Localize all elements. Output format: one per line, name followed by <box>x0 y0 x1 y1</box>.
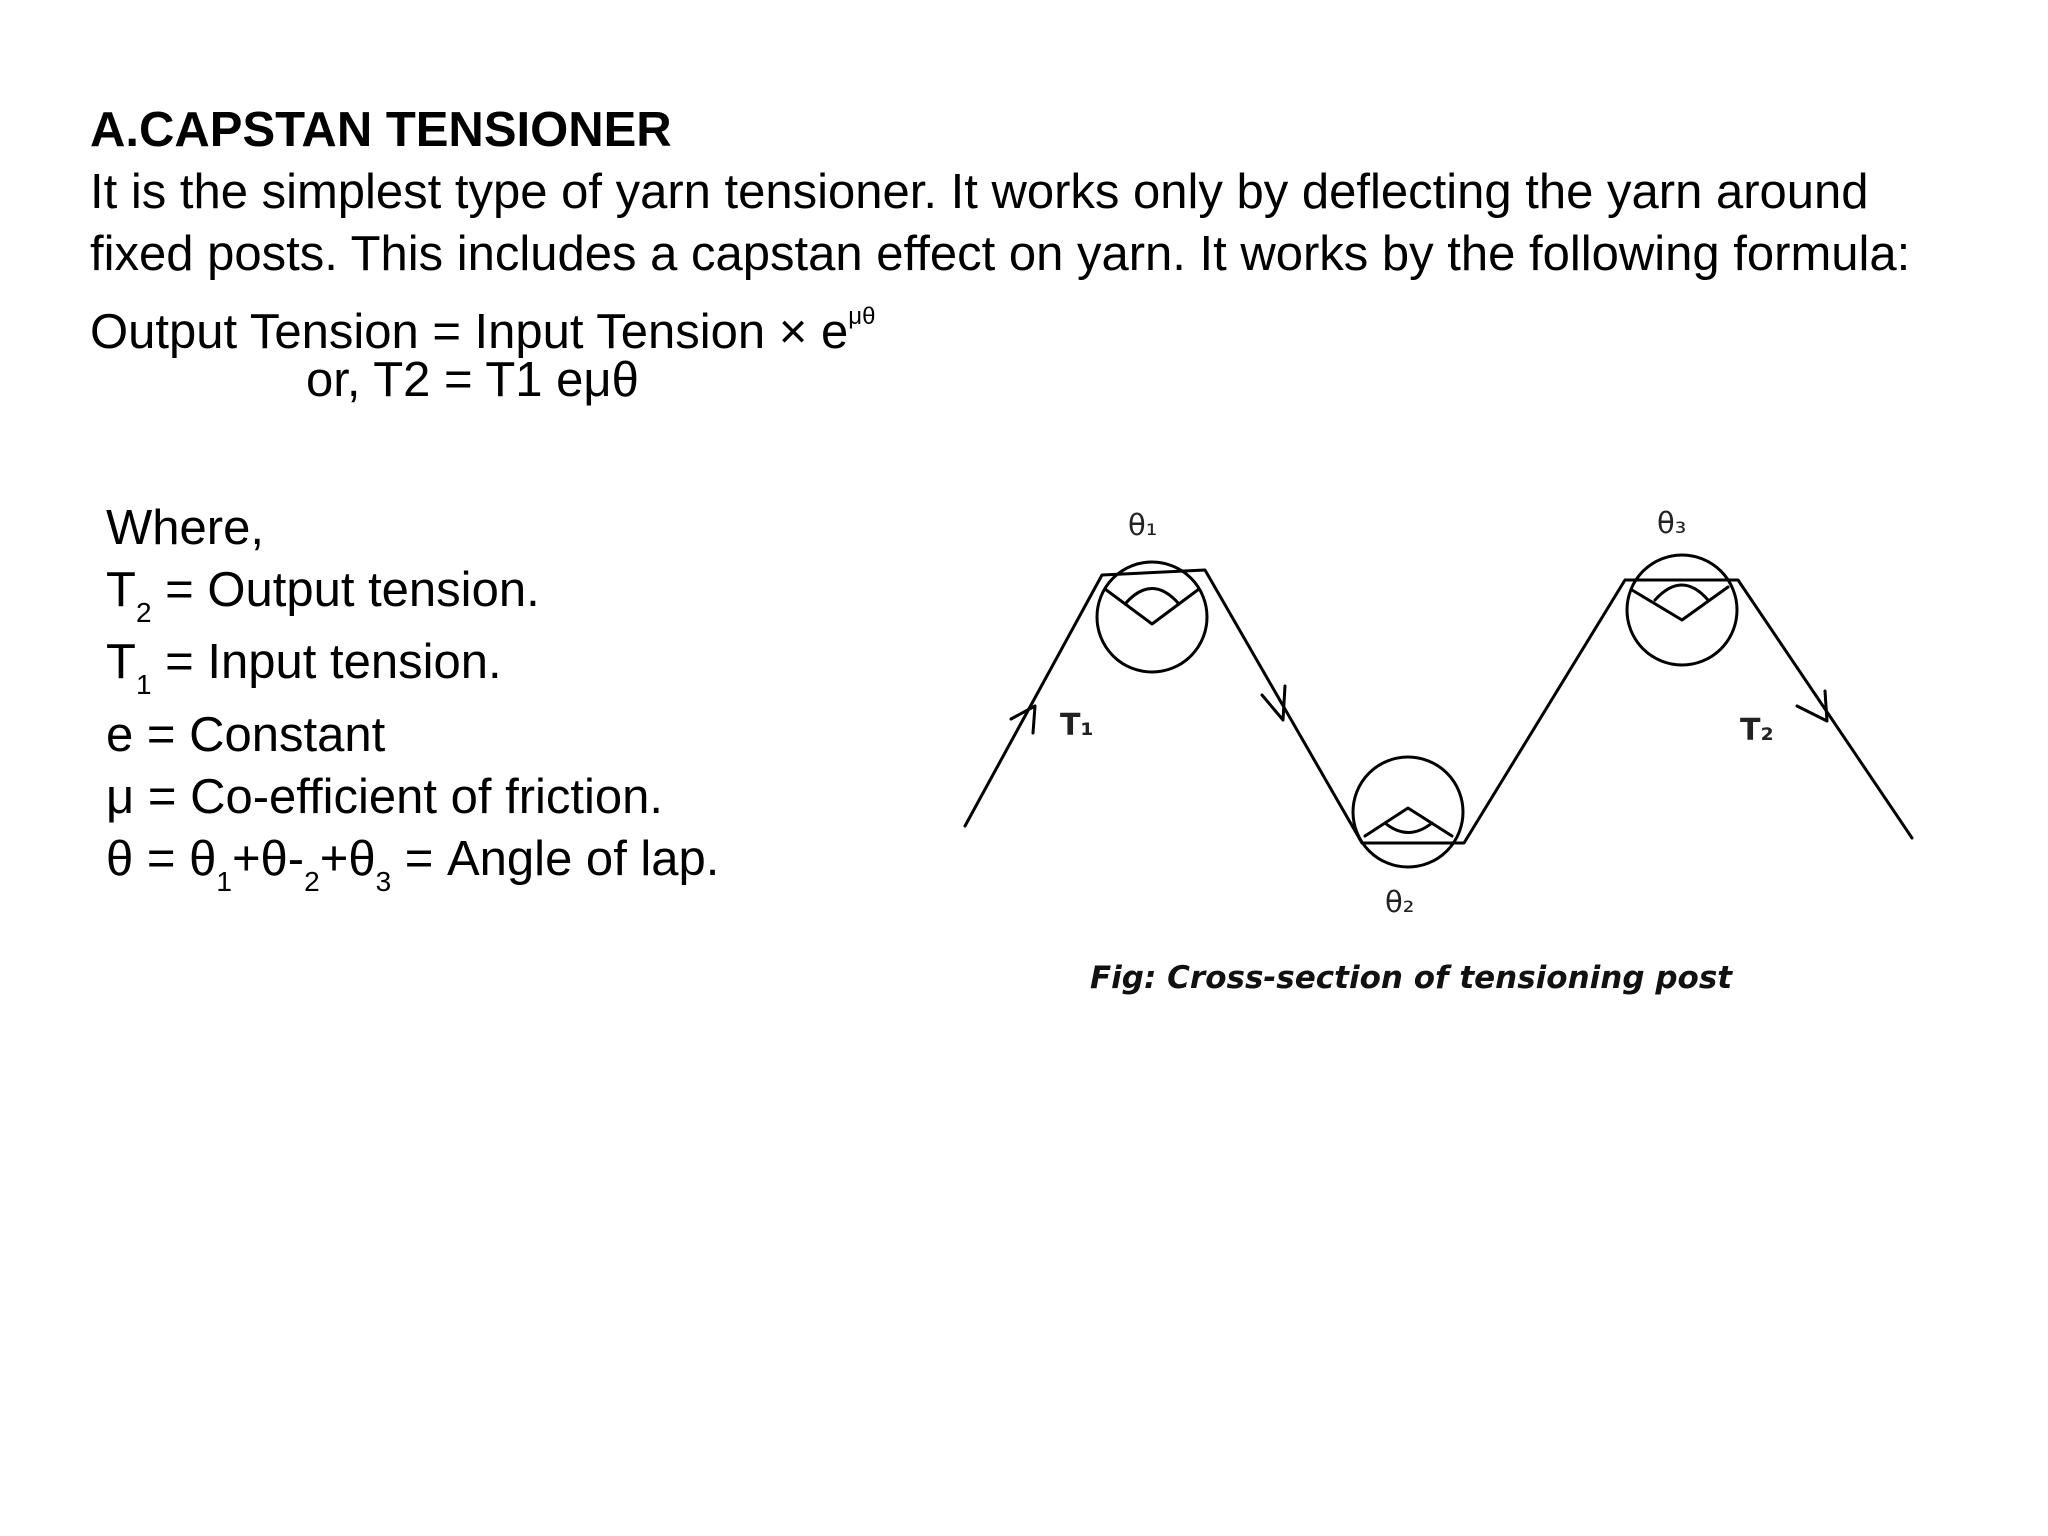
formula-exponent: μθ <box>848 303 876 330</box>
formula-main-text: Output Tension = Input Tension × e <box>90 305 849 359</box>
label-t1: T₁ <box>1060 708 1094 743</box>
label-theta3: θ₃ <box>1657 506 1687 540</box>
post-2 <box>1353 757 1463 867</box>
lap-arc-3 <box>1655 585 1708 600</box>
theta-part-2: +θ- <box>231 832 305 886</box>
label-t2: T₂ <box>1740 713 1774 748</box>
yarn-path <box>965 570 1912 843</box>
post-3 <box>1627 555 1737 665</box>
theta-part-3: +θ <box>319 832 376 886</box>
t1-text: = Input tension. <box>151 635 502 689</box>
t1-subscript: 1 <box>135 669 152 700</box>
label-theta1: θ₁ <box>1128 508 1158 542</box>
description-line-1: It is the simplest type of yarn tensioner. It works only by deflecting the yarn around <box>90 165 1869 219</box>
post-1 <box>1097 562 1207 672</box>
lap-angle-1 <box>1105 589 1199 624</box>
lap-arc-1 <box>1125 589 1179 605</box>
definition-e: e = Constant <box>106 708 386 762</box>
t2-subscript: 2 <box>135 597 152 628</box>
label-theta2: θ₂ <box>1385 885 1415 919</box>
formula-alt: or, T2 = T1 eμθ <box>306 353 639 407</box>
definitions-where: Where, <box>106 501 264 555</box>
lap-angle-3 <box>1632 587 1728 620</box>
theta-part-4: = Angle of lap. <box>391 832 720 886</box>
t1-symbol: T <box>106 635 136 689</box>
theta-sub-2: 2 <box>304 866 320 897</box>
t2-symbol: T <box>106 563 136 617</box>
description-line-2: fixed posts. This includes a capstan effect on yarn. It works by the following formula: <box>90 227 1911 281</box>
theta-sub-1: 1 <box>216 866 232 897</box>
t2-text: = Output tension. <box>151 563 540 617</box>
figure-caption: Fig: Cross-section of tensioning post <box>1090 960 1733 996</box>
theta-sub-3: 3 <box>375 866 392 897</box>
lap-arc-2 <box>1385 823 1432 833</box>
definition-mu: μ = Co-efficient of friction. <box>106 770 664 824</box>
section-heading: A.CAPSTAN TENSIONER <box>90 103 672 157</box>
theta-part-1: θ = θ <box>106 832 217 886</box>
